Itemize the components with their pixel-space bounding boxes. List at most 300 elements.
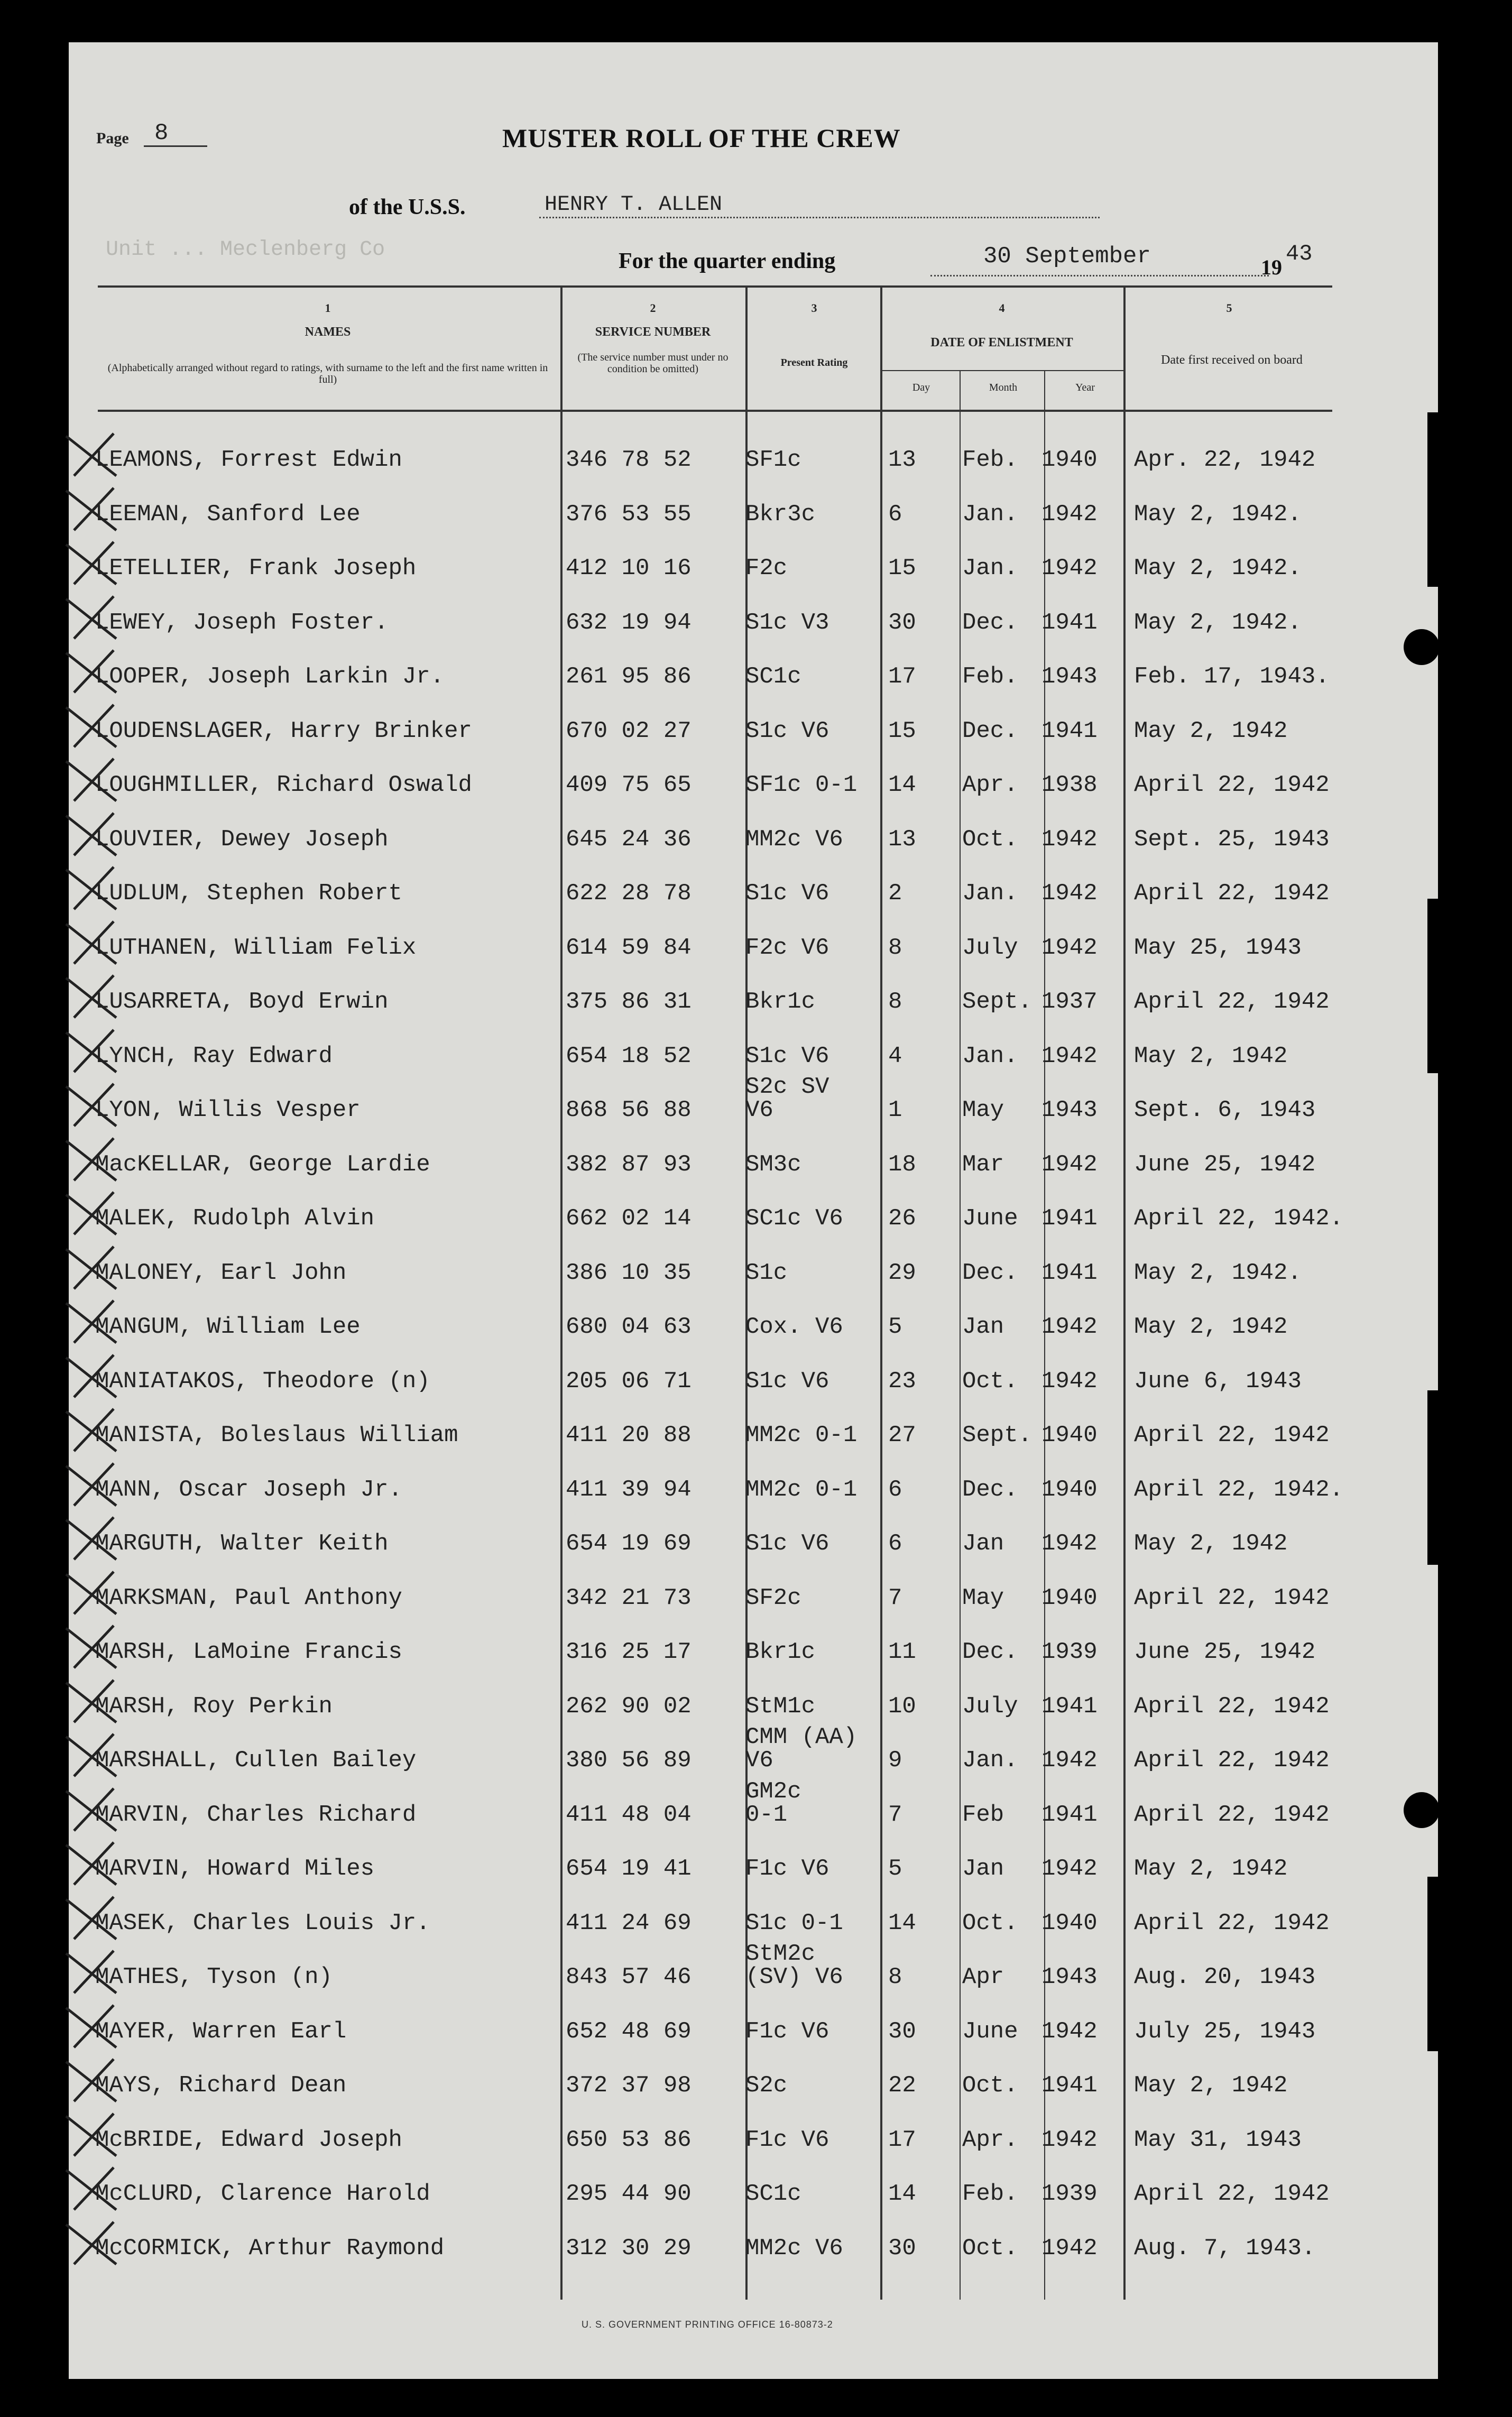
col4-title: DATE OF ENLISTMENT bbox=[930, 336, 1073, 349]
table-row bbox=[0, 1151, 1512, 1199]
date-first-received: May 2, 1942 bbox=[1134, 1856, 1288, 1882]
service-number: 412 10 16 bbox=[566, 555, 692, 582]
enlistment-day: 15 bbox=[888, 555, 916, 582]
service-number: 312 30 29 bbox=[566, 2235, 692, 2262]
enlistment-day: 17 bbox=[888, 2126, 916, 2153]
enlistment-month: Jan bbox=[962, 1856, 1004, 1882]
crew-name: MARSHALL, Cullen Bailey bbox=[95, 1747, 417, 1774]
enlistment-day: 7 bbox=[888, 1584, 902, 1611]
service-number: 411 48 04 bbox=[566, 1801, 692, 1828]
service-number: 622 28 78 bbox=[566, 880, 692, 907]
date-first-received: Apr. 22, 1942 bbox=[1134, 447, 1316, 473]
table-row bbox=[0, 935, 1512, 982]
enlistment-day: 27 bbox=[888, 1422, 916, 1449]
check-mark-icon bbox=[63, 702, 137, 750]
present-rating: S1c V6 bbox=[745, 1043, 829, 1069]
crew-name: MARSH, Roy Perkin bbox=[95, 1693, 333, 1720]
enlistment-year: 1942 bbox=[1041, 1856, 1098, 1882]
enlistment-month: Oct. bbox=[962, 826, 1018, 853]
present-rating-upper: StM2c bbox=[745, 1941, 816, 1967]
service-number: 652 48 69 bbox=[566, 2018, 692, 2045]
service-number: 632 19 94 bbox=[566, 609, 692, 636]
check-mark-icon bbox=[63, 756, 137, 804]
service-number: 316 25 17 bbox=[566, 1639, 692, 1665]
date-first-received: Aug. 7, 1943. bbox=[1134, 2235, 1316, 2262]
table-row bbox=[0, 447, 1512, 494]
uss-label: of the U.S.S. bbox=[349, 195, 466, 219]
enlistment-month: Feb. bbox=[962, 2181, 1018, 2207]
service-number: 372 37 98 bbox=[566, 2072, 692, 2099]
enlistment-month: Dec. bbox=[962, 717, 1018, 744]
present-rating: S1c V6 bbox=[745, 1368, 829, 1395]
check-mark-icon bbox=[63, 1136, 137, 1183]
enlistment-month: Jan bbox=[962, 1314, 1004, 1340]
enlistment-day: 7 bbox=[888, 1801, 902, 1828]
enlistment-year: 1940 bbox=[1041, 1422, 1098, 1449]
crew-name: LEAMONS, Forrest Edwin bbox=[95, 447, 402, 473]
check-mark-icon bbox=[63, 2003, 137, 2050]
present-rating: SF1c 0-1 bbox=[745, 772, 858, 798]
enlistment-year: 1943 bbox=[1041, 1964, 1098, 1990]
check-mark-icon bbox=[63, 1948, 137, 1996]
check-mark-icon bbox=[63, 539, 137, 587]
crew-name: LEWEY, Joseph Foster. bbox=[95, 609, 389, 636]
enlistment-year: 1941 bbox=[1041, 1693, 1098, 1720]
faint-stamp-text: Unit ... Meclenberg Co bbox=[106, 238, 385, 262]
date-first-received: April 22, 1942. bbox=[1134, 1476, 1344, 1503]
enlistment-day: 11 bbox=[888, 1639, 916, 1665]
enlistment-year: 1937 bbox=[1041, 989, 1098, 1015]
page-label-text: Page bbox=[96, 130, 129, 147]
crew-name: MARKSMAN, Paul Anthony bbox=[95, 1584, 402, 1611]
table-header-rule bbox=[98, 410, 1332, 412]
present-rating: F2c bbox=[745, 555, 788, 582]
present-rating: V6 bbox=[745, 1097, 773, 1123]
service-number: 380 56 89 bbox=[566, 1747, 692, 1774]
date-first-received: June 25, 1942 bbox=[1134, 1151, 1316, 1178]
crew-name: MALONEY, Earl John bbox=[95, 1259, 347, 1286]
enlistment-year: 1942 bbox=[1041, 501, 1098, 528]
crew-name: MALEK, Rudolph Alvin bbox=[95, 1205, 375, 1232]
enlistment-day: 8 bbox=[888, 1964, 902, 1990]
present-rating: MM2c V6 bbox=[745, 2235, 843, 2262]
check-mark-icon bbox=[63, 1244, 137, 1291]
enlistment-day: 6 bbox=[888, 1530, 902, 1557]
present-rating: SC1c bbox=[745, 663, 801, 690]
crew-name: LYON, Willis Vesper bbox=[95, 1097, 361, 1123]
table-top-rule bbox=[98, 285, 1332, 288]
present-rating: SF1c bbox=[745, 447, 801, 473]
enlistment-month: May bbox=[962, 1584, 1004, 1611]
service-number: 868 56 88 bbox=[566, 1097, 692, 1123]
crew-name: LEEMAN, Sanford Lee bbox=[95, 501, 361, 528]
present-rating: StM1c bbox=[745, 1693, 816, 1720]
service-number: 654 19 41 bbox=[566, 1856, 692, 1882]
enlistment-day: 6 bbox=[888, 1476, 902, 1503]
enlistment-year: 1942 bbox=[1041, 1151, 1098, 1178]
crew-name: LOUDENSLAGER, Harry Brinker bbox=[95, 717, 472, 744]
date-first-received: April 22, 1942 bbox=[1134, 1909, 1330, 1936]
crew-name: MANGUM, William Lee bbox=[95, 1314, 361, 1340]
crew-name: LOUGHMILLER, Richard Oswald bbox=[95, 772, 472, 798]
table-row bbox=[0, 1074, 1512, 1145]
service-number: 411 39 94 bbox=[566, 1476, 692, 1503]
enlistment-year: 1942 bbox=[1041, 555, 1098, 582]
date-first-received: Sept. 6, 1943 bbox=[1134, 1097, 1316, 1123]
check-mark-icon bbox=[63, 1515, 137, 1562]
present-rating: MM2c 0-1 bbox=[745, 1422, 858, 1449]
table-row bbox=[0, 663, 1512, 711]
date-first-received: June 6, 1943 bbox=[1134, 1368, 1302, 1395]
enlistment-month: May bbox=[962, 1097, 1004, 1123]
table-row bbox=[0, 1778, 1512, 1849]
service-number: 205 06 71 bbox=[566, 1368, 692, 1395]
enlistment-year: 1940 bbox=[1041, 1476, 1098, 1503]
crew-name: MARSH, LaMoine Francis bbox=[95, 1639, 402, 1665]
enlistment-month: Dec. bbox=[962, 609, 1018, 636]
enlistment-year: 1939 bbox=[1041, 2181, 1098, 2207]
enlistment-day: 13 bbox=[888, 826, 916, 853]
check-mark-icon bbox=[63, 1461, 137, 1508]
present-rating: S1c V6 bbox=[745, 880, 829, 907]
date-first-received: May 2, 1942. bbox=[1134, 501, 1302, 528]
crew-name: LOOPER, Joseph Larkin Jr. bbox=[95, 663, 445, 690]
enlistment-day: 30 bbox=[888, 2018, 916, 2045]
present-rating: SC1c bbox=[745, 2181, 801, 2207]
service-number: 680 04 63 bbox=[566, 1314, 692, 1340]
col4-day: Day bbox=[912, 382, 930, 393]
date-first-received: May 2, 1942. bbox=[1134, 1259, 1302, 1286]
table-row bbox=[0, 2235, 1512, 2283]
enlistment-day: 5 bbox=[888, 1314, 902, 1340]
table-row bbox=[0, 2127, 1512, 2174]
check-mark-icon bbox=[63, 1027, 137, 1075]
enlistment-day: 4 bbox=[888, 1043, 902, 1069]
service-number: 411 20 88 bbox=[566, 1422, 692, 1449]
enlistment-month: Jan. bbox=[962, 880, 1018, 907]
col3-title: Present Rating bbox=[780, 357, 848, 368]
check-mark-icon bbox=[63, 1894, 137, 1942]
crew-name: MANIATAKOS, Theodore (n) bbox=[95, 1368, 430, 1395]
present-rating: Bkr1c bbox=[745, 1639, 816, 1665]
date-first-received: April 22, 1942 bbox=[1134, 989, 1330, 1015]
table-row bbox=[0, 2181, 1512, 2228]
enlistment-year: 1940 bbox=[1041, 1909, 1098, 1936]
check-mark-icon bbox=[63, 1406, 137, 1454]
col5-title: Date first received on board bbox=[1161, 353, 1303, 367]
check-mark-icon bbox=[63, 1840, 137, 1887]
col3-number: 3 bbox=[811, 301, 817, 315]
check-mark-icon bbox=[63, 2219, 137, 2267]
col1-number: 1 bbox=[325, 301, 331, 315]
date-first-received: April 22, 1942 bbox=[1134, 1422, 1330, 1449]
enlistment-year: 1942 bbox=[1041, 2126, 1098, 2153]
enlistment-year: 1942 bbox=[1041, 2018, 1098, 2045]
enlistment-month: Jan. bbox=[962, 1747, 1018, 1774]
enlistment-year: 1942 bbox=[1041, 826, 1098, 853]
date-first-received: April 22, 1942 bbox=[1134, 880, 1330, 907]
check-mark-icon bbox=[63, 1569, 137, 1617]
date-first-received: Aug. 20, 1943 bbox=[1134, 1964, 1316, 1990]
present-rating: MM2c 0-1 bbox=[745, 1476, 858, 1503]
enlistment-day: 9 bbox=[888, 1747, 902, 1774]
enlistment-day: 14 bbox=[888, 2181, 916, 2207]
present-rating: Bkr1c bbox=[745, 989, 816, 1015]
present-rating: S1c V6 bbox=[745, 1530, 829, 1557]
enlistment-month: Jan bbox=[962, 1530, 1004, 1557]
quarter-label: For the quarter ending bbox=[619, 249, 836, 273]
enlistment-year: 1941 bbox=[1041, 1205, 1098, 1232]
enlistment-month: Apr. bbox=[962, 772, 1018, 798]
enlistment-month: Sept. bbox=[962, 1422, 1032, 1449]
enlistment-day: 22 bbox=[888, 2072, 916, 2099]
check-mark-icon bbox=[63, 1081, 137, 1129]
enlistment-day: 1 bbox=[888, 1097, 902, 1123]
col4-number: 4 bbox=[999, 301, 1005, 315]
crew-name: MATHES, Tyson (n) bbox=[95, 1964, 333, 1990]
crew-name: McBRIDE, Edward Joseph bbox=[95, 2126, 402, 2153]
enlistment-year: 1943 bbox=[1041, 1097, 1098, 1123]
crew-name: MAYER, Warren Earl bbox=[95, 2018, 347, 2045]
date-first-received: April 22, 1942 bbox=[1134, 1801, 1330, 1828]
enlistment-year: 1941 bbox=[1041, 609, 1098, 636]
service-number: 654 18 52 bbox=[566, 1043, 692, 1069]
enlistment-month: Sept. bbox=[962, 989, 1032, 1015]
table-row bbox=[0, 1422, 1512, 1470]
enlistment-day: 15 bbox=[888, 717, 916, 744]
enlistment-year: 1942 bbox=[1041, 2235, 1098, 2262]
present-rating: SM3c bbox=[745, 1151, 801, 1178]
check-mark-icon bbox=[63, 1677, 137, 1725]
present-rating: F1c V6 bbox=[745, 1856, 829, 1882]
service-number: 382 87 93 bbox=[566, 1151, 692, 1178]
enlistment-year: 1942 bbox=[1041, 934, 1098, 961]
check-mark-icon bbox=[63, 1298, 137, 1345]
enlistment-year: 1940 bbox=[1041, 447, 1098, 473]
present-rating: S1c 0-1 bbox=[745, 1909, 843, 1936]
check-mark-icon bbox=[63, 919, 137, 966]
crew-name: LUTHANEN, William Felix bbox=[95, 934, 417, 961]
service-number: 346 78 52 bbox=[566, 447, 692, 473]
present-rating: S2c bbox=[745, 2072, 788, 2099]
year-suffix: 43 bbox=[1286, 241, 1313, 266]
enlistment-day: 18 bbox=[888, 1151, 916, 1178]
check-mark-icon bbox=[63, 864, 137, 912]
enlistment-month: Apr bbox=[962, 1964, 1004, 1990]
date-first-received: May 2, 1942 bbox=[1134, 1314, 1288, 1340]
date-first-received: May 2, 1942. bbox=[1134, 555, 1302, 582]
table-row bbox=[0, 880, 1512, 928]
service-number: 261 95 86 bbox=[566, 663, 692, 690]
col4-year: Year bbox=[1075, 382, 1095, 393]
enlistment-day: 10 bbox=[888, 1693, 916, 1720]
enlistment-day: 29 bbox=[888, 1259, 916, 1286]
enlistment-month: Dec. bbox=[962, 1476, 1018, 1503]
enlistment-year: 1942 bbox=[1041, 1043, 1098, 1069]
table-row bbox=[0, 1585, 1512, 1632]
table-row bbox=[0, 826, 1512, 874]
ship-name-rule bbox=[539, 217, 1100, 218]
crew-name: LOUVIER, Dewey Joseph bbox=[95, 826, 389, 853]
table-row bbox=[0, 2018, 1512, 2066]
enlistment-year: 1941 bbox=[1041, 717, 1098, 744]
check-mark-icon bbox=[63, 485, 137, 533]
check-mark-icon bbox=[63, 1352, 137, 1400]
service-number: 409 75 65 bbox=[566, 772, 692, 798]
enlistment-subheader-rule bbox=[880, 370, 1123, 371]
check-mark-icon bbox=[63, 648, 137, 695]
enlistment-year: 1943 bbox=[1041, 663, 1098, 690]
present-rating: Cox. V6 bbox=[745, 1314, 843, 1340]
enlistment-month: Oct. bbox=[962, 1368, 1018, 1395]
crew-name: McCORMICK, Arthur Raymond bbox=[95, 2235, 445, 2262]
present-rating: V6 bbox=[745, 1747, 773, 1774]
present-rating: SF2c bbox=[745, 1584, 801, 1611]
page-label bbox=[96, 120, 169, 147]
service-number: 411 24 69 bbox=[566, 1909, 692, 1936]
crew-name: MARVIN, Howard Miles bbox=[95, 1856, 375, 1882]
crew-name: MASEK, Charles Louis Jr. bbox=[95, 1909, 430, 1936]
crew-name: LUDLUM, Stephen Robert bbox=[95, 880, 402, 907]
present-rating: S1c V6 bbox=[745, 717, 829, 744]
document-title: MUSTER ROLL OF THE CREW bbox=[502, 123, 901, 153]
enlistment-day: 14 bbox=[888, 772, 916, 798]
enlistment-day: 8 bbox=[888, 934, 902, 961]
col5-number: 5 bbox=[1226, 301, 1232, 315]
service-number: 654 19 69 bbox=[566, 1530, 692, 1557]
date-first-received: May 2, 1942 bbox=[1134, 2072, 1288, 2099]
enlistment-year: 1941 bbox=[1041, 1259, 1098, 1286]
date-first-received: May 2, 1942. bbox=[1134, 609, 1302, 636]
crew-name: MANISTA, Boleslaus William bbox=[95, 1422, 458, 1449]
table-row bbox=[0, 718, 1512, 765]
crew-name: MAYS, Richard Dean bbox=[95, 2072, 347, 2099]
table-row bbox=[0, 501, 1512, 549]
date-first-received: April 22, 1942 bbox=[1134, 1747, 1330, 1774]
service-number: 670 02 27 bbox=[566, 717, 692, 744]
crew-name: McCLURD, Clarence Harold bbox=[95, 2181, 430, 2207]
service-number: 614 59 84 bbox=[566, 934, 692, 961]
table-row bbox=[0, 1477, 1512, 1524]
check-mark-icon bbox=[63, 973, 137, 1020]
enlistment-month: Feb bbox=[962, 1801, 1004, 1828]
date-first-received: May 25, 1943 bbox=[1134, 934, 1302, 961]
check-mark-icon bbox=[63, 1189, 137, 1237]
service-number: 342 21 73 bbox=[566, 1584, 692, 1611]
crew-name: LETELLIER, Frank Joseph bbox=[95, 555, 417, 582]
crew-name: MARGUTH, Walter Keith bbox=[95, 1530, 389, 1557]
table-row bbox=[0, 1941, 1512, 2012]
enlistment-year: 1941 bbox=[1041, 1801, 1098, 1828]
present-rating: S1c V3 bbox=[745, 609, 829, 636]
present-rating: F1c V6 bbox=[745, 2018, 829, 2045]
date-first-received: April 22, 1942 bbox=[1134, 1693, 1330, 1720]
enlistment-year: 1938 bbox=[1041, 772, 1098, 798]
date-first-received: May 31, 1943 bbox=[1134, 2126, 1302, 2153]
present-rating-upper: GM2c bbox=[745, 1778, 801, 1805]
enlistment-day: 17 bbox=[888, 663, 916, 690]
check-mark-icon bbox=[63, 2165, 137, 2212]
enlistment-month: Oct. bbox=[962, 2235, 1018, 2262]
enlistment-day: 5 bbox=[888, 1856, 902, 1882]
enlistment-month: Apr. bbox=[962, 2126, 1018, 2153]
quarter-date: 30 September bbox=[983, 243, 1151, 270]
crew-name: LYNCH, Ray Edward bbox=[95, 1043, 333, 1069]
enlistment-day: 26 bbox=[888, 1205, 916, 1232]
enlistment-day: 14 bbox=[888, 1909, 916, 1936]
table-row bbox=[0, 1368, 1512, 1416]
col2-number: 2 bbox=[650, 301, 656, 315]
service-number: 295 44 90 bbox=[566, 2181, 692, 2207]
date-first-received: May 2, 1942 bbox=[1134, 1530, 1288, 1557]
present-rating: S1c bbox=[745, 1259, 788, 1286]
table-row bbox=[0, 1314, 1512, 1361]
enlistment-month: Jan. bbox=[962, 555, 1018, 582]
date-first-received: May 2, 1942 bbox=[1134, 1043, 1288, 1069]
enlistment-month: Jan. bbox=[962, 501, 1018, 528]
date-first-received: Sept. 25, 1943 bbox=[1134, 826, 1330, 853]
check-mark-icon bbox=[63, 431, 137, 478]
date-first-received: May 2, 1942 bbox=[1134, 717, 1288, 744]
enlistment-month: June bbox=[962, 1205, 1018, 1232]
service-number: 645 24 36 bbox=[566, 826, 692, 853]
present-rating-upper: CMM (AA) bbox=[745, 1724, 858, 1750]
col1-note: (Alphabetically arranged without regard to ratings, with surname to the left and the first name written in full) bbox=[107, 362, 548, 385]
crew-name: MARVIN, Charles Richard bbox=[95, 1801, 417, 1828]
enlistment-day: 13 bbox=[888, 447, 916, 473]
check-mark-icon bbox=[63, 2056, 137, 2104]
check-mark-icon bbox=[63, 1786, 137, 1833]
service-number: 662 02 14 bbox=[566, 1205, 692, 1232]
date-first-received: Feb. 17, 1943. bbox=[1134, 663, 1330, 690]
enlistment-year: 1941 bbox=[1041, 2072, 1098, 2099]
present-rating: Bkr3c bbox=[745, 501, 816, 528]
enlistment-year: 1942 bbox=[1041, 880, 1098, 907]
date-first-received: July 25, 1943 bbox=[1134, 2018, 1316, 2045]
present-rating: SC1c V6 bbox=[745, 1205, 843, 1232]
table-row bbox=[0, 1530, 1512, 1578]
crew-name: LUSARRETA, Boyd Erwin bbox=[95, 989, 389, 1015]
enlistment-year: 1942 bbox=[1041, 1747, 1098, 1774]
enlistment-year: 1942 bbox=[1041, 1314, 1098, 1340]
page-number-rule bbox=[144, 145, 207, 147]
check-mark-icon bbox=[63, 1731, 137, 1779]
col1-title: NAMES bbox=[305, 325, 351, 339]
page-number: 8 bbox=[154, 120, 169, 146]
printing-office-footer: U. S. GOVERNMENT PRINTING OFFICE 16-80873-2 bbox=[582, 2319, 833, 2330]
col2-note: (The service number must under no condition be omitted) bbox=[577, 352, 729, 375]
table-row bbox=[0, 2072, 1512, 2120]
enlistment-year: 1942 bbox=[1041, 1368, 1098, 1395]
enlistment-day: 23 bbox=[888, 1368, 916, 1395]
date-first-received: June 25, 1942 bbox=[1134, 1639, 1316, 1665]
enlistment-month: Jan. bbox=[962, 1043, 1018, 1069]
table-row bbox=[0, 555, 1512, 603]
table-row bbox=[0, 1205, 1512, 1253]
quarter-date-rule bbox=[930, 275, 1269, 276]
enlistment-day: 30 bbox=[888, 2235, 916, 2262]
present-rating: F1c V6 bbox=[745, 2126, 829, 2153]
present-rating: F2c V6 bbox=[745, 934, 829, 961]
enlistment-month: July bbox=[962, 934, 1018, 961]
check-mark-icon bbox=[63, 594, 137, 641]
enlistment-month: July bbox=[962, 1693, 1018, 1720]
year-prefix: 19 bbox=[1261, 255, 1282, 279]
enlistment-month: Feb. bbox=[962, 447, 1018, 473]
enlistment-month: Dec. bbox=[962, 1259, 1018, 1286]
check-mark-icon bbox=[63, 1623, 137, 1671]
enlistment-month: Oct. bbox=[962, 1909, 1018, 1936]
